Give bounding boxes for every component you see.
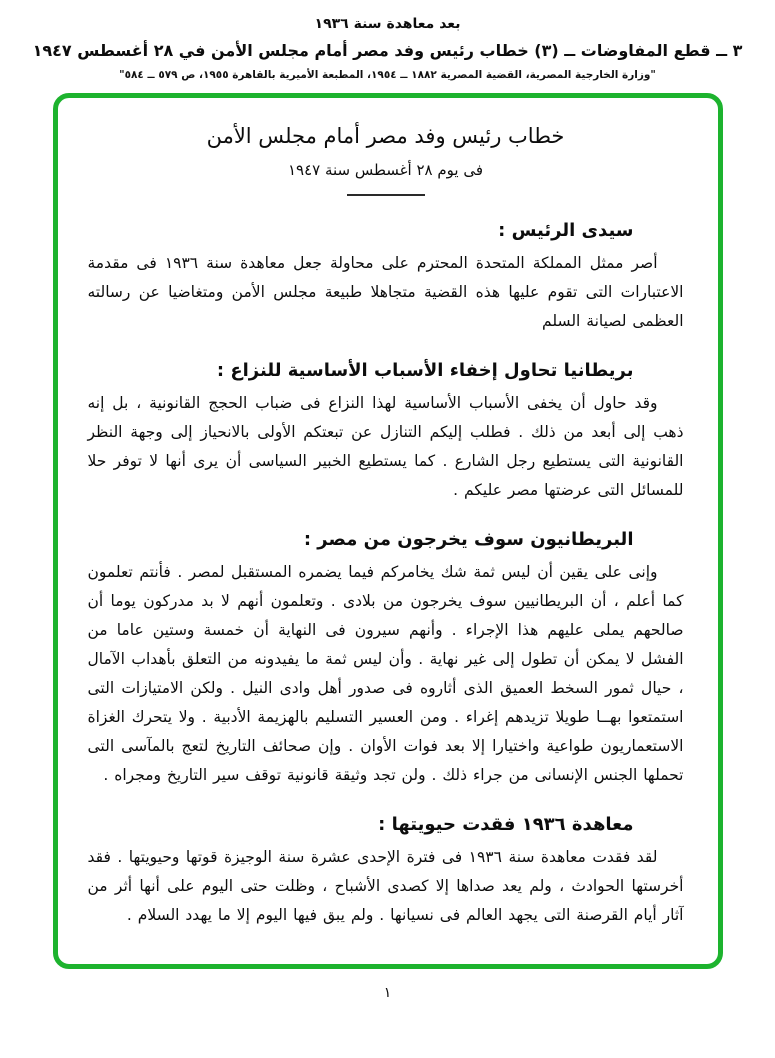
header-title-line: ٣ ــ قطع المفاوضات ــ (٣) خطاب رئيس وفد مصر أمام مجلس الأمن في ٢٨ أغسطس ١٩٤٧ xyxy=(32,41,743,60)
paragraph: وإنى على يقين أن ليس ثمة شك يخامركم فيما يضمره المستقبل لمصر . فأنتم تعلمون كما أعلم ، أن البريطانيين سوف يخرجون من بلادى . وتعلمون أنهم لا بد مدركون يوما أن صالحهم يملى عليهم هذا الإجراء . وأنهم سيرون فى النهاية أن خمسة وستين عاما من الفشل لا يمكن أن تطول إلى غير نهاية . وأن ليس ثمة ما يفيدونه من التعلق بأهداب الآمال ، حيال ثمور السخط العميق الذى أثاروه فى صدور أهل وادى النيل . ولكن الامتيازات التى استمتعوا بهــا طويلا تزيدهم إغراء . ومن العسير التسليم بالهزيمة الأدبية . ولا يتحرك الغزاة الاستعماريون طواعية واختيارا إلا بعد فوات الأوان . وإن صحائف التاريخ لتعج بالمآسى التى تحملها الجنس الإنسانى من جراء ذلك . ولن تجد وثيقة قانونية توقف سير التاريخ ومجراه . xyxy=(87,563,684,784)
section-heading: معاهدة ١٩٣٦ فقدت حيويتها : xyxy=(378,814,634,835)
section-britain-hides-causes xyxy=(88,360,684,505)
page-number: ١ xyxy=(383,985,392,1001)
document-date-line: فى يوم ٢٨ أغسطس سنة ١٩٤٧ xyxy=(287,161,484,179)
section-heading: بريطانيا تحاول إخفاء الأسباب الأساسية للنزاع : xyxy=(216,360,634,381)
title-divider xyxy=(347,194,425,196)
paragraph: لقد فقدت معاهدة سنة ١٩٣٦ فى فترة الإحدى عشرة سنة الوجيزة قوتها وحيويتها . فقد أخرستها الحوادث ، ولم يعد صداها إلا كصدى الأشباح ، وظلت حتى اليوم على أنها أثر من آثار أيام القرصنة التى يجهد العالم فى نسيانها . ولم يبق فيها اليوم إلا ما يهدد السلام . xyxy=(87,848,684,924)
document-title: خطاب رئيس وفد مصر أمام مجلس الأمن xyxy=(206,124,565,148)
section-heading: سيدى الرئيس : xyxy=(498,220,634,241)
section-heading: البريطانيون سوف يخرجون من مصر : xyxy=(303,529,634,550)
paragraph: وقد حاول أن يخفى الأسباب الأساسية لهذا النزاع فى ضباب الحجج القانونية ، بل إنه ذهب إلى أبعد من ذلك . فطلب إليكم التنازل عن تبعتكم الأولى بالانحياز إلى وجهة النظر القانونية التى يستطيع رجل الشارع . كما يستطيع الخبير السياسى أن يرى أنها لا توفر حلا للمسائل التى عرضتها مصر عليكم . xyxy=(87,394,684,499)
header-context-line: بعد معاهدة سنة ١٩٣٦ xyxy=(314,16,461,32)
paragraph: أصر ممثل المملكة المتحدة المحترم على محاولة جعل معاهدة سنة ١٩٣٦ فى مقدمة الاعتبارات التى تقوم عليها هذه القضية متجاهلا طبيعة مجلس الأمن ومتغاضيا عن رسالته العظمى لصيانة السلم xyxy=(87,254,684,330)
section-treaty-lost-vitality xyxy=(88,814,684,930)
page-header xyxy=(0,0,775,81)
section-british-will-leave xyxy=(88,529,684,790)
header-source-citation: "وزارة الخارجية المصرية، القضية المصرية ١٨٨٢ ــ ١٩٥٤، المطبعة الأميرية بالقاهرة ١٩٥٥، ص ٥٧٩ ــ ٥٨٤" xyxy=(119,69,656,81)
section-president-address xyxy=(88,220,684,336)
document-frame xyxy=(53,93,723,969)
